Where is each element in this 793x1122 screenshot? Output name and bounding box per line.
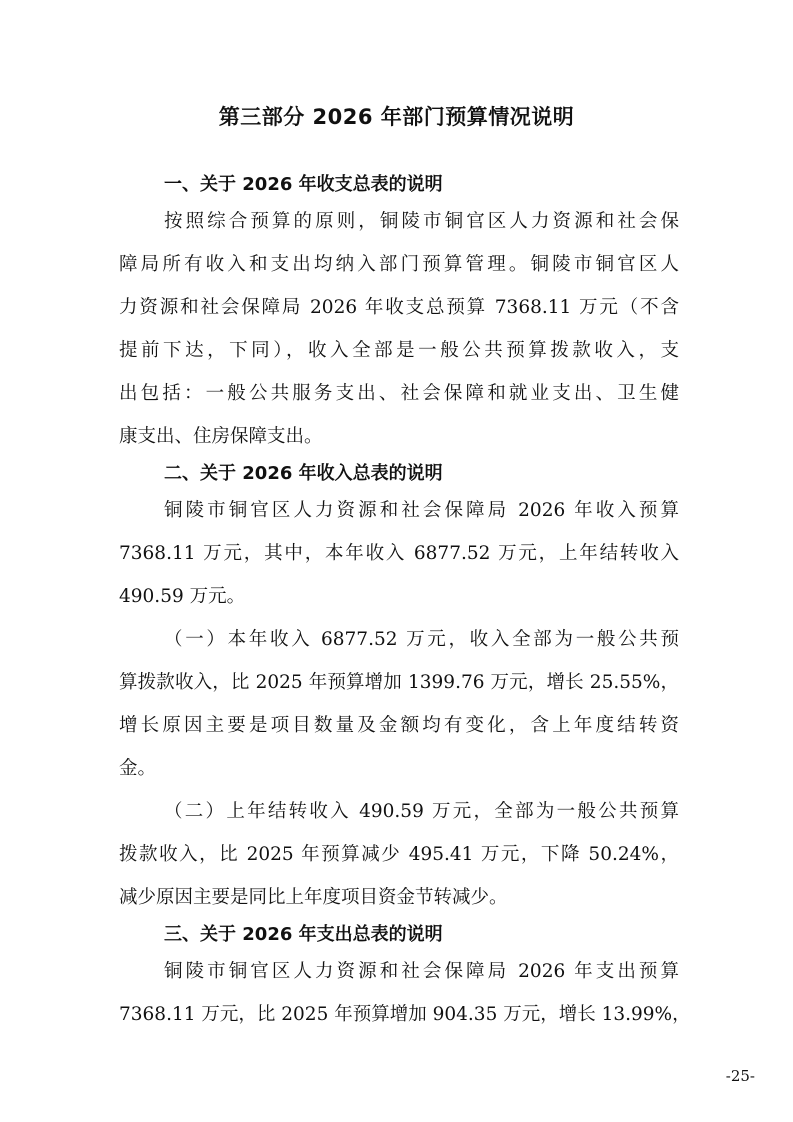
paragraph-line: 拨款收入，比 2025 年预算减少 495.41 万元，下降 50.24%， [119, 844, 679, 865]
page-title: 第三部分 2026 年部门预算情况说明 [218, 105, 575, 129]
paragraph-line: 减少原因主要是同比上年度项目资金节转减少。 [119, 887, 508, 908]
paragraph-line: 按照综合预算的原则，铜陵市铜官区人力资源和社会保 [164, 211, 679, 232]
paragraph-line: 增长原因主要是项目数量及金额均有变化，含上年度结转资 [119, 715, 679, 736]
paragraph-line: （二）上年结转收入 490.59 万元，全部为一般公共预算 [164, 801, 679, 822]
paragraph-line: 康支出、住房保障支出。 [119, 426, 323, 447]
page-number: -25- [725, 1067, 755, 1085]
paragraph-line: 出包括：一般公共服务支出、社会保障和就业支出、卫生健 [119, 383, 679, 404]
paragraph-line: 7368.11 万元，其中，本年收入 6877.52 万元，上年结转收入 [119, 543, 679, 564]
paragraph-line: 算拨款收入，比 2025 年预算增加 1399.76 万元，增长 25.55%， [119, 672, 679, 693]
paragraph-line: 铜陵市铜官区人力资源和社会保障局 2026 年收入预算 [164, 500, 679, 521]
paragraph-line: 障局所有收入和支出均纳入部门预算管理。铜陵市铜官区人 [119, 254, 679, 275]
section-heading-2: 二、关于 2026 年收入总表的说明 [164, 463, 443, 484]
paragraph-line: 力资源和社会保障局 2026 年收支总预算 7368.11 万元（不含 [119, 297, 679, 318]
section-heading-1: 一、关于 2026 年收支总表的说明 [164, 174, 443, 195]
paragraph-line: （一）本年收入 6877.52 万元，收入全部为一般公共预 [164, 629, 679, 650]
paragraph-line: 铜陵市铜官区人力资源和社会保障局 2026 年支出预算 [164, 961, 679, 982]
paragraph-line: 提前下达，下同），收入全部是一般公共预算拨款收入，支 [119, 340, 679, 361]
paragraph-line: 7368.11 万元，比 2025 年预算增加 904.35 万元，增长 13.99%， [119, 1004, 691, 1025]
section-heading-3: 三、关于 2026 年支出总表的说明 [164, 924, 443, 945]
paragraph-line: 金。 [119, 758, 157, 779]
paragraph-line: 490.59 万元。 [119, 586, 246, 607]
